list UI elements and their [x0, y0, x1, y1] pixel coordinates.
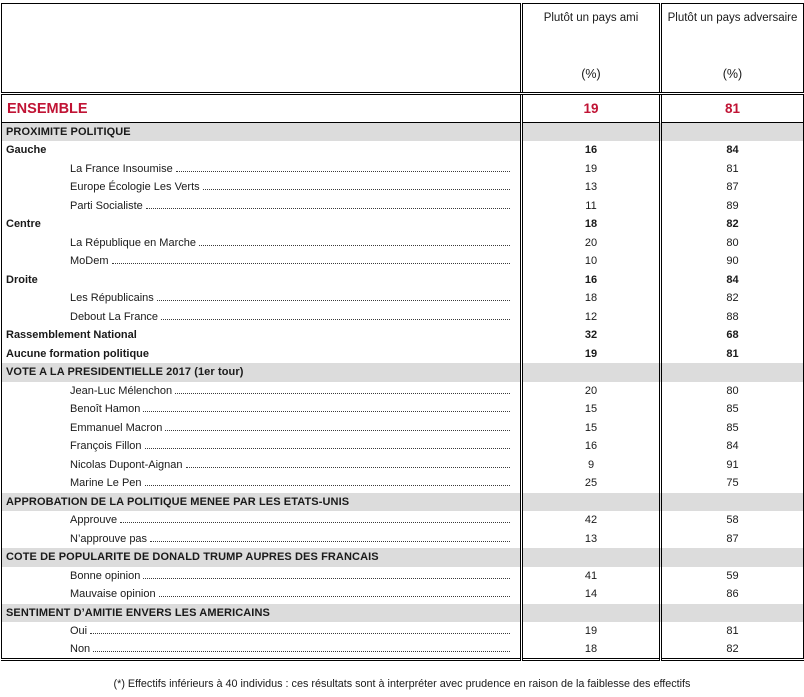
dotted-leader	[145, 485, 510, 486]
dotted-leader	[112, 263, 510, 264]
value-cell-ami: 18	[522, 641, 661, 660]
row-label: Aucune formation politique	[6, 347, 149, 360]
value-cell-adversaire: 84	[661, 141, 804, 160]
row-label: La République en Marche	[70, 236, 196, 249]
table-row	[2, 511, 804, 530]
table-row	[2, 141, 804, 160]
row-label: Europe Écologie Les Verts	[70, 181, 200, 194]
value-cell-ami: 15	[522, 419, 661, 438]
value-cell-ami: 18	[522, 289, 661, 308]
row-label: COTE DE POPULARITE DE DONALD TRUMP AUPRES DES FRANCAIS	[6, 551, 379, 564]
column-title-adversaire: Plutôt un pays adversaire	[667, 12, 798, 24]
value-cell-ami: 18	[522, 215, 661, 234]
row-label: VOTE A LA PRESIDENTIELLE 2017 (1er tour)	[6, 366, 244, 379]
value-cell-adversaire: 91	[661, 456, 804, 475]
section-header-row	[2, 363, 804, 382]
dotted-leader	[161, 319, 510, 320]
value-cell-adversaire	[661, 493, 804, 512]
table-row	[2, 345, 804, 364]
value-cell-adversaire: 80	[661, 234, 804, 253]
row-label: Les Républicains	[70, 292, 154, 305]
table-row	[2, 456, 804, 475]
value-cell-ami: 15	[522, 400, 661, 419]
value-cell-ami: 13	[522, 178, 661, 197]
value-cell-adversaire: 82	[661, 289, 804, 308]
value-cell-adversaire: 58	[661, 511, 804, 530]
row-label: La France Insoumise	[70, 162, 173, 175]
dotted-leader	[186, 467, 510, 468]
value-cell-ami	[522, 363, 661, 382]
row-label: Nicolas Dupont-Aignan	[70, 458, 183, 471]
table-row	[2, 641, 804, 660]
row-label: APPROBATION DE LA POLITIQUE MENEE PAR LES ETATS-UNIS	[6, 495, 350, 508]
value-cell-adversaire: 75	[661, 474, 804, 493]
ensemble-row	[2, 94, 804, 123]
row-label: Approuve	[70, 514, 118, 527]
value-cell-adversaire	[661, 604, 804, 623]
value-cell-ami: 20	[522, 382, 661, 401]
table-body	[2, 94, 804, 660]
header-cell-empty	[2, 4, 522, 94]
value-cell-adversaire: 82	[661, 641, 804, 660]
row-label: PROXIMITE POLITIQUE	[6, 126, 131, 138]
value-cell-adversaire: 80	[661, 382, 804, 401]
table-row	[2, 530, 804, 549]
footnote: (*) Effectifs inférieurs à 40 individus : ces résultats sont à interpréter avec prudence en raison de la faiblesse des effectifs	[113, 677, 691, 690]
value-cell-ami: 16	[522, 271, 661, 290]
value-cell-adversaire: 87	[661, 178, 804, 197]
table-row	[2, 419, 804, 438]
dotted-leader	[176, 171, 510, 172]
table-row	[2, 326, 804, 345]
header-cell-ami	[522, 4, 661, 94]
value-cell-ami: 16	[522, 437, 661, 456]
row-label: François Fillon	[70, 440, 142, 453]
row-label: Bonne opinion	[70, 569, 141, 582]
value-cell-ami	[522, 493, 661, 512]
table-row	[2, 474, 804, 493]
table-row	[2, 308, 804, 327]
dotted-leader	[199, 245, 510, 246]
row-label: Oui	[70, 625, 88, 638]
dotted-leader	[93, 651, 510, 652]
dotted-leader	[143, 578, 510, 579]
dotted-leader	[145, 448, 510, 449]
dotted-leader	[203, 189, 510, 190]
value-cell-ami: 14	[522, 585, 661, 604]
value-cell-ami: 13	[522, 530, 661, 549]
dotted-leader	[159, 596, 510, 597]
value-cell-ami: 42	[522, 511, 661, 530]
value-cell-ami: 32	[522, 326, 661, 345]
dotted-leader	[143, 411, 510, 412]
row-label: Parti Socialiste	[70, 199, 143, 212]
value-cell-ami: 25	[522, 474, 661, 493]
value-cell-adversaire: 90	[661, 252, 804, 271]
table-row	[2, 215, 804, 234]
section-header-row	[2, 604, 804, 623]
table-row	[2, 234, 804, 253]
section-header-row	[2, 123, 804, 142]
value-cell-adversaire	[661, 123, 804, 142]
column-title-ami: Plutôt un pays ami	[543, 12, 639, 24]
dotted-leader	[157, 300, 510, 301]
section-header-row	[2, 493, 804, 512]
table-row	[2, 567, 804, 586]
value-cell-adversaire: 87	[661, 530, 804, 549]
table-row	[2, 622, 804, 641]
dotted-leader	[120, 522, 510, 523]
value-cell-adversaire: 59	[661, 567, 804, 586]
row-label: Debout La France	[70, 310, 159, 323]
table-row	[2, 382, 804, 401]
dotted-leader	[90, 633, 510, 634]
row-label: Centre	[6, 218, 41, 231]
row-label: Droite	[6, 273, 38, 286]
row-label: Marine Le Pen	[70, 477, 142, 490]
value-cell-ami: 41	[522, 567, 661, 586]
row-label: Benoît Hamon	[70, 403, 141, 416]
table-row	[2, 585, 804, 604]
value-cell-adversaire: 85	[661, 419, 804, 438]
poll-results-table	[1, 3, 804, 661]
value-cell-ami: 19	[522, 160, 661, 179]
value-cell-ami	[522, 604, 661, 623]
section-header-row	[2, 548, 804, 567]
dotted-leader	[175, 393, 510, 394]
value-cell-adversaire: 86	[661, 585, 804, 604]
value-cell-adversaire: 84	[661, 437, 804, 456]
value-cell-adversaire: 82	[661, 215, 804, 234]
dotted-leader	[165, 430, 510, 431]
value-cell-ami	[522, 123, 661, 142]
row-label: N’approuve pas	[70, 532, 148, 545]
header-cell-adversaire	[661, 4, 804, 94]
value-cell-adversaire: 85	[661, 400, 804, 419]
table-row	[2, 160, 804, 179]
table-row	[2, 289, 804, 308]
header-row	[2, 4, 804, 94]
table-row	[2, 437, 804, 456]
row-label: Gauche	[6, 144, 47, 157]
value-cell-adversaire	[661, 363, 804, 382]
row-label: Jean-Luc Mélenchon	[70, 384, 173, 397]
value-cell-ami: 19	[522, 345, 661, 364]
value-cell-ami	[522, 548, 661, 567]
row-label: Rassemblement National	[6, 329, 137, 342]
value-cell-ami: 10	[522, 252, 661, 271]
column-unit-adversaire: (%)	[722, 67, 743, 81]
value-cell-adversaire: 81	[661, 622, 804, 641]
column-unit-ami: (%)	[581, 67, 601, 81]
value-cell-ami: 20	[522, 234, 661, 253]
row-label: SENTIMENT D’AMITIE ENVERS LES AMERICAINS	[6, 606, 270, 619]
ensemble-label: ENSEMBLE	[2, 94, 522, 123]
value-cell-adversaire: 68	[661, 326, 804, 345]
value-cell-adversaire: 89	[661, 197, 804, 216]
row-label: Emmanuel Macron	[70, 421, 163, 434]
dotted-leader	[150, 541, 510, 542]
ensemble-value-adversaire: 81	[661, 94, 804, 123]
value-cell-adversaire: 88	[661, 308, 804, 327]
table-header	[2, 4, 804, 94]
value-cell-adversaire: 81	[661, 345, 804, 364]
row-label: Non	[70, 643, 91, 655]
dotted-leader	[146, 208, 510, 209]
table-row	[2, 252, 804, 271]
value-cell-adversaire: 81	[661, 160, 804, 179]
row-label: MoDem	[70, 255, 109, 268]
table-row	[2, 400, 804, 419]
table-row	[2, 178, 804, 197]
value-cell-adversaire	[661, 548, 804, 567]
value-cell-ami: 9	[522, 456, 661, 475]
value-cell-ami: 11	[522, 197, 661, 216]
table-row	[2, 271, 804, 290]
table-row	[2, 197, 804, 216]
value-cell-adversaire: 84	[661, 271, 804, 290]
value-cell-ami: 19	[522, 622, 661, 641]
row-label: Mauvaise opinion	[70, 588, 156, 601]
value-cell-ami: 16	[522, 141, 661, 160]
ensemble-value-ami: 19	[522, 94, 661, 123]
value-cell-ami: 12	[522, 308, 661, 327]
